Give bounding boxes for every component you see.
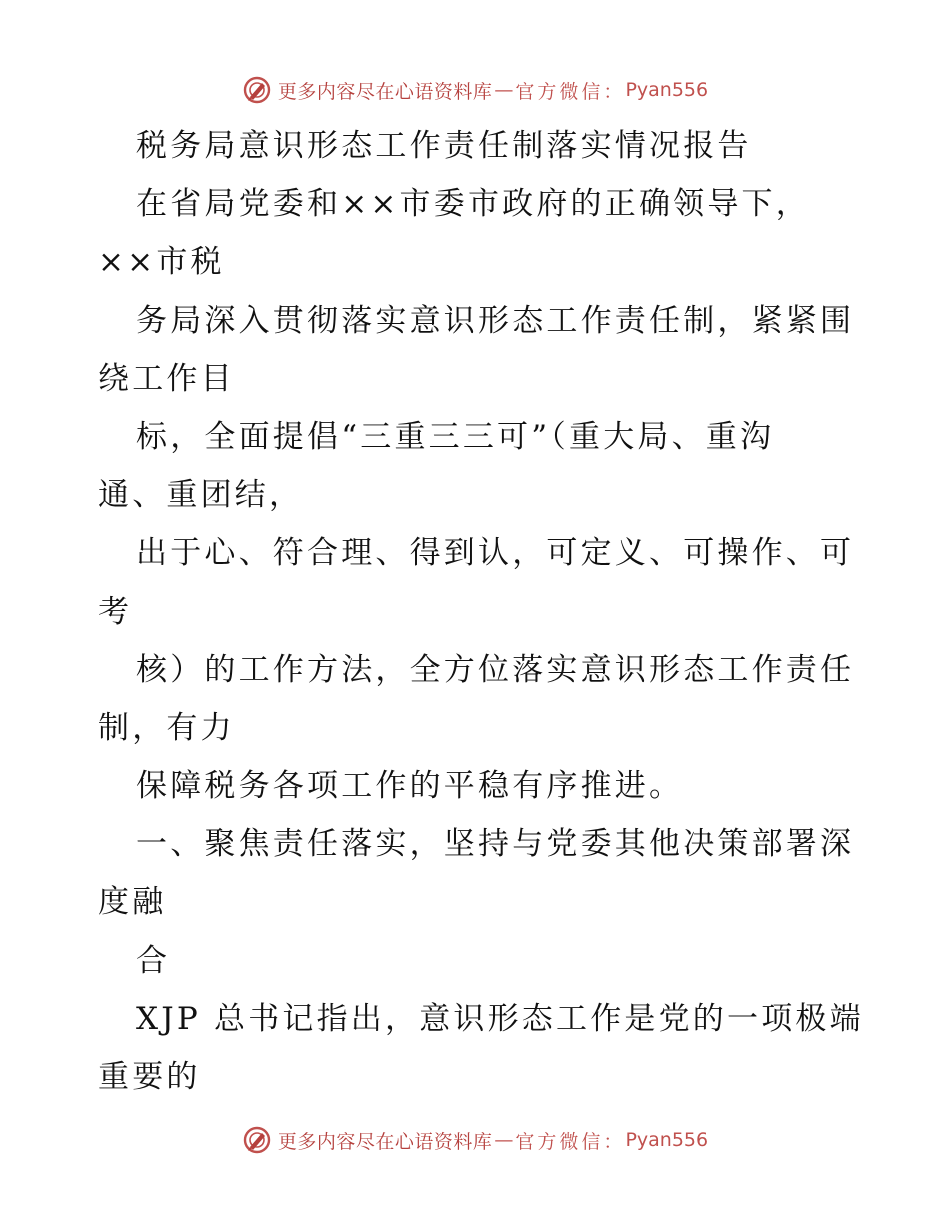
text-line: 制，有力 [98,709,235,746]
text-line: ××市税 [98,244,225,281]
header-watermark-banner [0,70,950,110]
text-line: 合 [136,942,171,979]
banner-brand-text: 更多内容尽在心语资料库 [277,1130,493,1153]
banner-brand-text: 更多内容尽在心语资料库 [277,80,493,103]
banner-dash: — [494,79,514,101]
banner-dash: — [494,1129,514,1151]
text-line: 考 [98,593,133,630]
footer-watermark-banner [0,1120,950,1160]
text-line: 一、聚焦责任落实，坚持与党委其他决策部署深 [136,826,855,863]
banner-official-label: 官方微信： [515,1130,626,1153]
text-line: 重要的 [98,1059,201,1095]
text-line: 在省局党委和××市委市政府的正确领导下， [136,186,810,223]
banner-wechat-id: Pyan556 [625,79,709,101]
banner-official-label: 官方微信： [515,80,626,103]
text-line: XJP 总书记指出，意识形态工作是党的一项极端 [136,1000,864,1037]
text-line: 通、重团结， [98,477,304,514]
banner-wechat-id: Pyan556 [625,1129,709,1151]
text-line: 出于心、符合理、得到认，可定义、可操作、可 [136,535,855,572]
text-line: 度融 [98,884,167,921]
document-body [98,117,864,1106]
text-line: 务局深入贯彻落实意识形态工作责任制，紧紧围 [136,302,855,339]
text-line: 税务局意识形态工作责任制落实情况报告 [136,128,752,164]
pen-logo-icon [242,1125,272,1155]
text-line: 标，全面提倡“三重三三可”（重大局、重沟 [136,418,775,455]
text-line: 核）的工作方法，全方位落实意识形态工作责任 [136,651,855,688]
pen-logo-icon [242,75,272,105]
text-line: 绕工作目 [98,360,235,397]
text-line: 保障税务各项工作的平稳有序推进。 [136,768,684,805]
